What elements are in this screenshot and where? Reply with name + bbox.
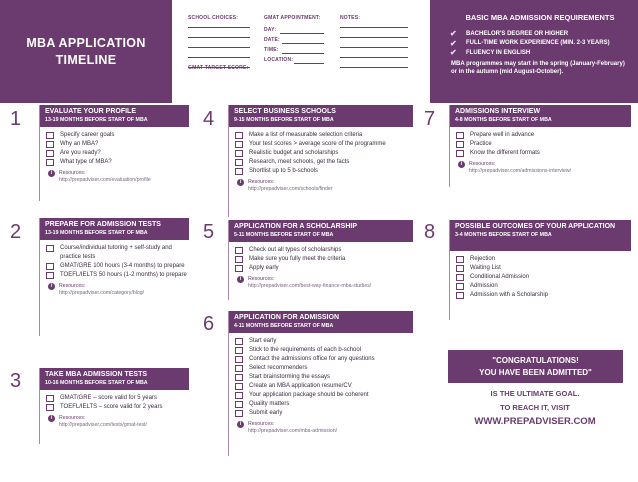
step-card-4 [228,105,413,217]
checklist-item[interactable]: Specify career goals [46,131,189,140]
website-link[interactable]: WWW.PREPADVISER.COM [474,416,596,427]
checkbox[interactable] [235,150,243,157]
checklist [229,127,413,192]
step-timing: 4-8 MONTHS BEFORE START OF MBA [455,117,552,123]
checkbox[interactable] [46,141,54,148]
step-header [40,368,189,390]
info-icon: i [237,276,244,283]
checkbox[interactable] [46,395,54,402]
step-card-1 [39,105,189,201]
checkbox[interactable] [456,256,464,263]
checklist-item[interactable]: Waiting List [456,264,631,273]
congrats-line1: "CONGRATULATIONS! [492,355,579,365]
step-card-5 [228,220,413,300]
checkbox[interactable] [456,283,464,290]
step-card-6 [228,311,413,456]
checkbox[interactable] [456,150,464,157]
info-icon: i [458,161,465,168]
notes-line[interactable] [340,57,408,58]
checkbox[interactable] [235,365,243,372]
checkbox[interactable] [235,410,243,417]
requirement-item: ✔ FLUENCY IN ENGLISH [450,48,531,58]
checklist-item[interactable]: TOEFL/IELTS – score valid for 2 years [46,403,189,412]
resources: i Resources: http://prepadviser.com/mba-admission/ [235,421,413,434]
checklist-item[interactable]: Quality matters [235,400,413,409]
page-title-line1: MBA APPLICATION [26,35,146,50]
step-title: APPLICATION FOR ADMISSION [234,314,339,321]
checklist [450,251,631,300]
checkbox[interactable] [235,374,243,381]
checklist-item[interactable]: Rejection [456,255,631,264]
checkbox[interactable] [456,292,464,299]
checklist-item[interactable]: Your test scores > average score of the programme [235,140,413,149]
step-header [40,105,189,127]
checklist-item[interactable]: Your application package should be coherent [235,391,413,400]
checkbox[interactable] [456,265,464,272]
requirements-title: BASIC MBA ADMISSION REQUIREMENTS [465,13,615,22]
step-header [229,311,413,333]
resources: i Resources: http://prepadviser.com/tests/gmat-test/ [46,415,189,428]
resources: i Resources: http://prepadviser.com/evaluation/profile [46,170,189,183]
requirement-item: ✔ BACHELOR'S DEGREE OR HIGHER [450,29,569,39]
goal-line2: TO REACH IT, VISIT [500,403,570,412]
checkbox[interactable] [235,401,243,408]
step-number: 8 [424,221,436,243]
checkbox[interactable] [235,141,243,148]
checklist-item[interactable]: Apply early [235,264,413,273]
step-number: 1 [10,108,22,130]
date-field[interactable] [282,43,324,44]
requirements-note: MBA programmes may start in the spring (January-February) or in the autumn (mid August-October). [451,60,625,75]
checkbox[interactable] [46,404,54,411]
checklist-item[interactable]: TOEFL/IELTS 50 hours (1-2 months) to prepare [46,271,189,280]
checklist-item[interactable]: Make sure you fully meet the criteria [235,255,413,264]
gmat-appointment-label: GMAT APPOINTMENT: [264,15,321,21]
step-number: 4 [203,108,215,130]
notes-line[interactable] [340,27,408,28]
checkbox[interactable] [235,356,243,363]
step-title: SELECT BUSINESS SCHOOLS [234,108,336,115]
step-timing: 3-4 MONTHS BEFORE START OF MBA [455,232,552,238]
checkbox[interactable] [46,263,54,270]
gmat-target-label: GMAT TARGET SCORE: [188,65,249,71]
checklist-item[interactable]: Why an MBA? [46,140,189,149]
step-title: TAKE MBA ADMISSION TESTS [45,371,148,378]
resources-link[interactable]: http://prepadviser.com/evaluation/profile [59,176,151,183]
checkbox[interactable] [235,392,243,399]
time-label: TIME: [264,47,279,53]
resources: i Resources: http://prepadviser.com/admissions-interview/ [456,161,631,174]
checklist-item[interactable]: Shortlist up to 5 b-schools [235,167,413,176]
step-timing: 13-19 MONTHS BEFORE START OF MBA [45,230,148,236]
step-number: 7 [424,108,436,130]
checklist-item[interactable]: Contact the admissions office for any questions [235,355,413,364]
step-number: 6 [203,313,215,335]
checklist [40,390,189,428]
step-title: PREPARE FOR ADMISSION TESTS [45,221,161,228]
location-label: LOCATION: [264,57,294,63]
step-card-3 [39,368,189,444]
requirements-banner [430,0,638,103]
resources-link[interactable]: http://prepadviser.com/schools/finder [248,185,333,192]
checkbox[interactable] [235,338,243,345]
checklist-item[interactable]: Create an MBA application resume/CV [235,382,413,391]
checklist [229,242,413,289]
step-title: ADMISSIONS INTERVIEW [455,108,541,115]
checkbox[interactable] [235,247,243,254]
checklist-item[interactable]: Prepare well in advance [456,131,631,140]
step-number: 2 [10,221,22,243]
planning-form [188,15,428,95]
checkbox[interactable] [46,245,54,252]
school-choice-line[interactable] [188,27,250,28]
page-title-line2: TIMELINE [55,52,117,67]
resources-link[interactable]: http://prepadviser.com/tests/gmat-test/ [59,421,147,428]
school-choice-line[interactable] [188,47,250,48]
step-timing: 4-11 MONTHS BEFORE START OF MBA [234,323,334,329]
step-number: 5 [203,221,215,243]
checklist-item[interactable]: Start brainstorming the essays [235,373,413,382]
day-field[interactable] [280,33,324,34]
checklist-item[interactable]: Practice [456,140,631,149]
step-timing: 10-16 MONTHS BEFORE START OF MBA [45,380,148,386]
checkbox[interactable] [235,132,243,139]
info-icon: i [48,415,55,422]
step-timing: 13-19 MONTHS BEFORE START OF MBA [45,117,148,123]
requirement-item: ✔ FULL-TIME WORK EXPERIENCE (MIN. 2-3 YEARS) [450,38,610,48]
notes-label: NOTES: [340,15,361,21]
school-choice-line[interactable] [188,57,250,58]
checkbox[interactable] [46,272,54,279]
school-choice-line[interactable] [188,37,250,38]
congrats-line2: YOU HAVE BEEN ADMITTED" [479,367,592,377]
checkbox[interactable] [235,347,243,354]
info-icon: i [237,421,244,428]
checklist-item[interactable]: Realistic budget and scholarships [235,149,413,158]
resources: i Resources: http://prepadviser.com/category/blog/ [46,283,189,296]
checkbox[interactable] [456,132,464,139]
checkbox[interactable] [235,159,243,166]
notes-line[interactable] [340,67,408,68]
day-label: DAY: [264,27,277,33]
checkbox[interactable] [235,256,243,263]
checklist-item[interactable]: Know the different formats [456,149,631,158]
step-header [450,220,631,251]
info-icon: i [48,170,55,177]
checklist-item[interactable]: Stick to the requirements of each b-school [235,346,413,355]
step-header [450,105,631,127]
step-timing: 9-15 MONTHS BEFORE START OF MBA [234,117,334,123]
time-field[interactable] [282,53,324,54]
checkbox[interactable] [235,168,243,175]
checkbox[interactable] [235,265,243,272]
step-number: 3 [10,370,22,392]
checklist [40,127,189,183]
checklist-item[interactable]: Research, meet schools, get the facts [235,158,413,167]
notes-line[interactable] [340,37,408,38]
date-label: DATE: [264,37,280,43]
resources: i Resources: http://prepadviser.com/best-way-finance-mba-studies/ [235,276,413,289]
checklist-item[interactable]: Are you ready? [46,149,189,158]
checklist [40,240,189,296]
step-title: POSSIBLE OUTCOMES OF YOUR APPLICATION [455,223,616,230]
checkbox[interactable] [46,159,54,166]
checklist-item[interactable]: Select recommenders [235,364,413,373]
school-choices-label: SCHOOL CHOICES: [188,15,239,21]
step-card-8 [449,220,631,320]
checklist [229,333,413,434]
checklist-item[interactable]: Admission with a Scholarship [456,291,631,300]
checklist-item[interactable]: Submit early [235,409,413,418]
step-header [229,220,413,242]
step-timing: 5-11 MONTHS BEFORE START OF MBA [234,232,334,238]
checklist-item[interactable]: GMAT/GRE – score valid for 5 years [46,394,189,403]
info-icon: i [237,179,244,186]
resources-link[interactable]: http://prepadviser.com/mba-admission/ [248,427,338,434]
checkbox[interactable] [46,150,54,157]
checkbox[interactable] [46,132,54,139]
goal-text [440,387,630,429]
step-title: APPLICATION FOR A SCHOLARSHIP [234,223,358,230]
step-header [40,218,189,240]
checkbox[interactable] [456,274,464,281]
location-field[interactable] [294,63,324,64]
checklist-item[interactable]: Admission [456,282,631,291]
checklist-item[interactable]: Check out all types of scholarships [235,246,413,255]
resources: i Resources: http://prepadviser.com/schools/finder [235,179,413,192]
info-icon: i [48,283,55,290]
checklist-item[interactable]: Start early [235,337,413,346]
resources-link[interactable]: http://prepadviser.com/best-way-finance-mba-studies/ [248,282,372,289]
checkmark-icon: ✔ [450,38,457,48]
resources-link[interactable]: http://prepadviser.com/category/blog/ [59,289,145,296]
checkmark-icon: ✔ [450,29,457,39]
checklist [450,127,631,174]
checklist-item[interactable]: What type of MBA? [46,158,189,167]
checkbox[interactable] [235,383,243,390]
goal-line1: IS THE ULTIMATE GOAL. [490,389,580,398]
title-banner [0,0,172,103]
notes-line[interactable] [340,47,408,48]
step-card-2 [39,218,189,336]
checkbox[interactable] [456,141,464,148]
checklist-item[interactable]: Make a list of measurable selection criteria [235,131,413,140]
step-header [229,105,413,127]
checkmark-icon: ✔ [450,48,457,58]
resources-link[interactable]: http://prepadviser.com/admissions-interview/ [469,167,572,174]
checklist-item[interactable]: Course/individual tutoring + self-study and practice tests [46,244,189,262]
checklist-item[interactable]: Conditional Admission [456,273,631,282]
step-card-7 [449,105,631,187]
congrats-banner [448,350,623,383]
step-title: EVALUATE YOUR PROFILE [45,108,137,115]
checklist-item[interactable]: GMAT/GRE 100 hours (3-4 months) to prepare [46,262,189,271]
